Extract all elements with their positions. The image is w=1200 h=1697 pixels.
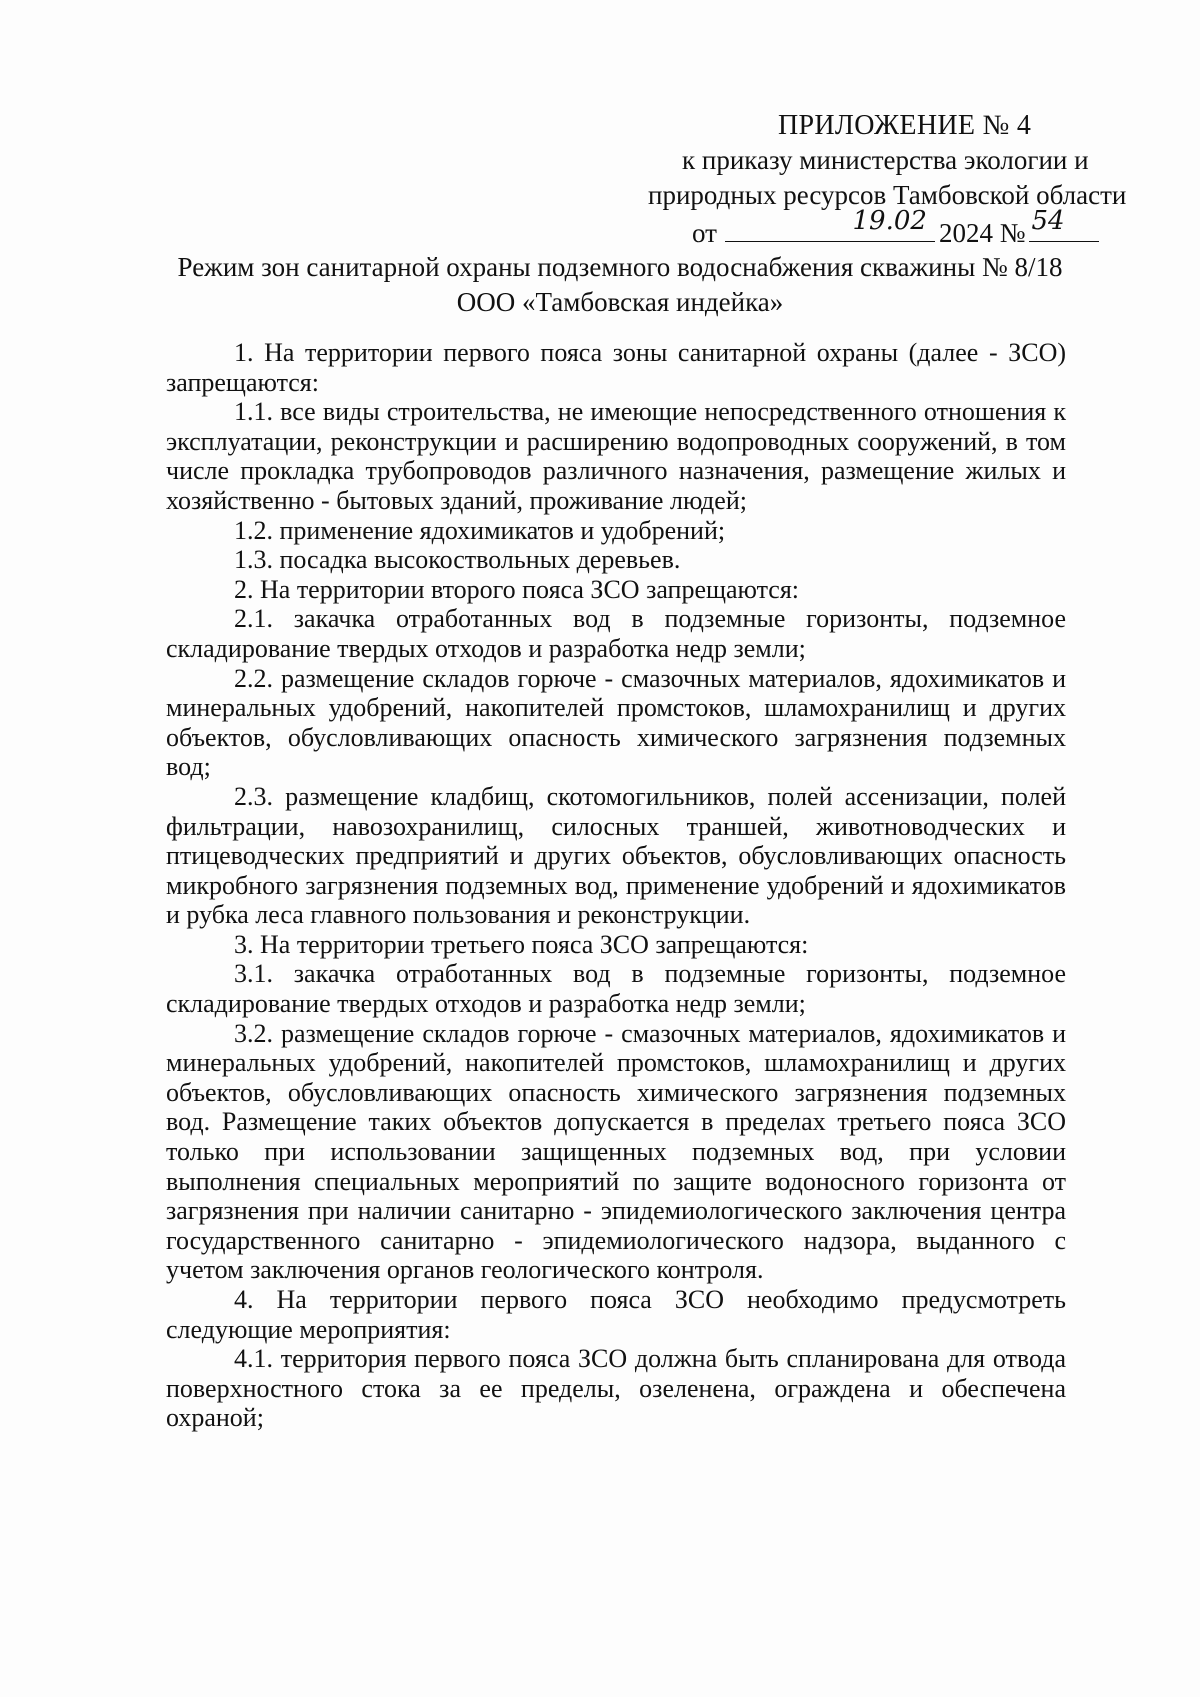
date-prefix: от — [692, 218, 717, 248]
document-title — [120, 250, 1120, 320]
document-body — [166, 338, 1066, 1433]
order-number-field — [1029, 206, 1099, 242]
paragraph: 2.2. размещение складов горюче - смазочных материалов, ядохимикатов и минеральных удобрений, накопителей промстоков, шламохранилищ и других объектов, обусловливающих опасность химического загрязнения подземных вод; — [166, 663, 1066, 782]
paragraph: 3. На территории третьего пояса ЗСО запрещаются: — [234, 929, 809, 959]
handwritten-number: 54 — [1031, 206, 1065, 236]
document-title-line2: ООО «Тамбовская индейка» — [456, 287, 784, 317]
document-title-line1: Режим зон санитарной охраны подземного водоснабжения скважины № 8/18 — [177, 252, 1063, 282]
paragraph: 3.1. закачка отработанных вод в подземные горизонты, подземное складирование твердых отходов и разработка недр земли; — [166, 959, 1066, 1019]
paragraph: 3.2. размещение складов горюче - смазочных материалов, ядохимикатов и минеральных удобрений, накопителей промстоков, шламохранилищ и других объектов, обусловливающих опасность химического загрязнения подземных вод. Размещение таких объектов допускается в пределах третьего пояса ЗСО только при использовании защищенных подземных вод, при условии выполнения специальных мероприятий по защите водоносного горизонта от загрязнения при наличии санитарно - эпидемиологического заключения центра государственного санитарно - эпидемиологического надзора, выданного с учетом заключения органов геологического контроля. — [166, 1018, 1066, 1285]
paragraph: 2. На территории второго пояса ЗСО запрещаются: — [234, 574, 800, 604]
paragraph: 1. На территории первого пояса зоны санитарной охраны (далее - ЗСО) запрещаются: — [166, 338, 1066, 397]
appendix-order-line: к приказу министерства экологии и — [682, 145, 1089, 175]
paragraph: 2.1. закачка отработанных вод в подземные горизонты, подземное складирование твердых отходов и разработка недр земли; — [166, 604, 1066, 663]
paragraph: 4.1. территория первого пояса ЗСО должна быть спланирована для отвода поверхностного стока за ее пределы, озеленена, ограждена и обеспечена охраной; — [166, 1344, 1066, 1433]
year-number-label: 2024 № — [938, 218, 1026, 248]
handwritten-date: 19.02 — [852, 206, 927, 236]
appendix-ministry-line: природных ресурсов Тамбовской области — [648, 180, 1127, 210]
paragraph: 2.3. размещение кладбищ, скотомогильников, полей ассенизации, полей фильтрации, навозохранилищ, силосных траншей, животноводческих и птицеводческих предприятий и других объектов, обусловливающих опасность микробного загрязнения подземных вод, применение удобрений и ядохимикатов и рубка леса главного пользования и реконструкции. — [166, 781, 1066, 930]
appendix-header — [600, 108, 1127, 251]
appendix-title: ПРИЛОЖЕНИЕ № 4 — [778, 110, 1032, 141]
date-field — [725, 206, 935, 242]
paragraph: 1.1. все виды строительства, не имеющие непосредственного отношения к эксплуатации, реконструкции и расширению водопроводных сооружений, в том числе прокладка трубопроводов различного назначения, размещение жилых и хозяйственно - бытовых зданий, проживание людей; — [166, 397, 1066, 515]
paragraph: 4. На территории первого пояса ЗСО необходимо предусмотреть следующие мероприятия: — [166, 1285, 1066, 1344]
paragraph: 1.2. применение ядохимикатов и удобрений; — [234, 515, 726, 545]
appendix-date-line — [600, 206, 1120, 251]
paragraph: 1.3. посадка высокоствольных деревьев. — [234, 545, 681, 575]
